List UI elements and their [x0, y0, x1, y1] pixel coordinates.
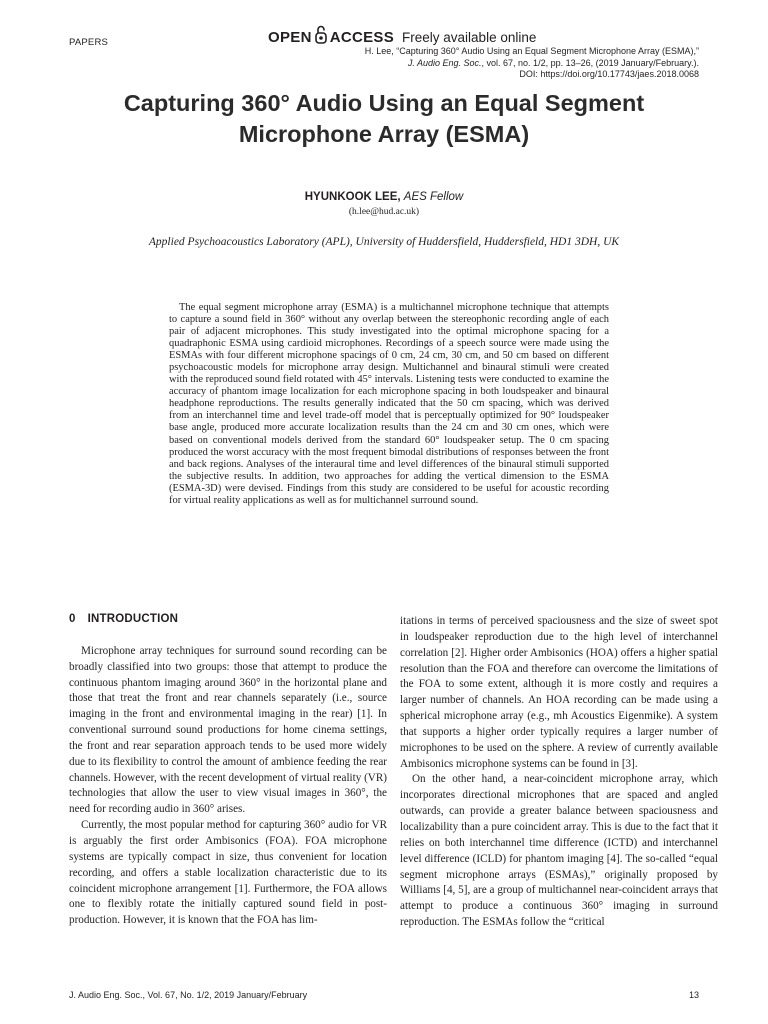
- citation-volume: , vol. 67, no. 1/2, pp. 13–26, (2019 January/February.).: [481, 57, 699, 68]
- paragraph: Currently, the most popular method for capturing 360° audio for VR is arguably the first order Ambisonics (FOA). FOA microphone systems are typically compact in size, thus convenient for location recording, and offers a stable localization characteristic due to its coincident microphone arrangement [1]. Furthermore, the FOA allows one to flexibly rotate the initially captured sound field in post-production. However, it is known that the FOA has lim-: [69, 819, 387, 927]
- paragraph: itations in terms of perceived spaciousness and the size of sweet spot in loudspeaker reproduction due to the high level of interchannel correlation [2]. Higher order Ambisonics (HOA) offers a higher spatial resolution than the FOA and therefore can overcome the limitations of the FOA to some extent, although it is more costly and requires a larger number of channels. An HOA recording can be made using a spherical microphone array (e.g., mh Acoustics Eigenmike). A system that supports a higher order typically requires a larger number of microphones to be used on the sphere. A review of currently available Ambisonics microphone systems can be found in [3].: [400, 615, 718, 770]
- author-email: (h.lee@hud.ac.uk): [348, 207, 420, 217]
- section-number: 0: [69, 613, 76, 625]
- open-access-access: ACCESS: [329, 28, 395, 46]
- section-heading: [69, 612, 387, 628]
- author-fellow: AES Fellow: [403, 191, 464, 203]
- page-number: 13: [688, 990, 699, 1000]
- abstract: The equal segment microphone array (ESMA) is a multichannel microphone technique that attempts to capture a sound field in 360° without any overlap between the stereophonic recording angle of each pair of adjacent microphones. This study investigated into the optimal microphone spacing for a quadraphonic ESMA using cardioid microphones. Recordings of a speech source were made using the ESMAs with four different microphone spacings of 0 cm, 24 cm, 30 cm, and 50 cm based on different psychoacoustic models for microphone array design. Multichannel and binaural stimuli were created with the reproduced sound field rotated with 45° intervals. Listening tests were conducted to examine the accuracy of phantom image localization for each microphone spacing in both loudspeaker and binaural headphone reproductions. The results generally indicated that the 50 cm spacing, which was derived from an interchannel time and level trade-off model that is perceptually optimized for 90° loudspeaker base angle, produced more accurate localization results than the 24 cm and 30 cm ones, which were based on conventional models derived from the standard 60° loudspeaker setup. The 0 cm spacing produced the worst accuracy with the most frequent bimodal distributions of responses between the front and back regions. Analyses of the interaural time and level differences of the binaural stimuli supported the subjective results. In addition, two approaches for adding the vertical dimension to the ESMA (ESMA-3D) were devised. Findings from this study are considered to be useful for acoustic recording for virtual reality applications as well as for multichannel surround sound.: [169, 302, 609, 506]
- citation-line-2: [279, 58, 699, 70]
- paper-title: [40, 88, 728, 150]
- section-label: PAPERS: [69, 37, 109, 48]
- open-access-banner: [268, 27, 536, 47]
- section-title: INTRODUCTION: [87, 613, 179, 625]
- body-column-right: [400, 614, 718, 931]
- open-access-tagline: Freely available online: [402, 29, 537, 45]
- author-name: HYUNKOOK LEE,: [304, 191, 401, 203]
- footer-journal: J. Audio Eng. Soc., Vol. 67, No. 1/2, 2019 January/February: [69, 990, 308, 1000]
- paragraph: Microphone array techniques for surround sound recording can be broadly classified into two groups: those that attempt to produce the continuous phantom imaging around 360° in the horizontal plane and those that treat the front and rear channels separately (i.e., source imaging in the front and environmental imaging in the rear) [1]. In conventional surround sound productions for home cinema settings, the front and rear separation approach tends to be used more widely due to its flexibility to control the amount of ambience feeding the rear channels. However, with the recent development of virtual reality (VR) technologies that allow the user to view visual images in 360°, the need for recording audio in 360° arises.: [69, 644, 387, 816]
- paper-title-line-1: Capturing 360° Audio Using an Equal Segment: [123, 90, 645, 116]
- body-column-left: [69, 612, 387, 929]
- citation-doi: DOI: https://doi.org/10.17743/jaes.2018.0068: [519, 69, 699, 79]
- paragraph: On the other hand, a near-coincident microphone array, which incorporates directional microphones that are spaced and angled outwards, can provide a greater balance between spaciousness and localizability than a pure coincident array. This is due to the fact that it relies on both interchannel time difference (ICTD) and interchannel level difference (ICLD) for phantom imaging [4]. The so-called “equal segment microphone arrays (ESMAs),” originally proposed by Williams [4, 5], are a group of multichannel near-coincident arrays that attempt to produce a continuous 360° imaging in surround reproduction. The ESMAs follow the “critical: [400, 773, 718, 929]
- open-access-open: OPEN: [268, 28, 312, 46]
- citation-line-1: H. Lee, “Capturing 360° Audio Using an Equal Segment Microphone Array (ESMA),”: [364, 46, 699, 56]
- author-line: [0, 191, 768, 203]
- paper-title-line-2: Microphone Array (ESMA): [238, 121, 530, 147]
- citation-block: [279, 46, 699, 81]
- author-affiliation: Applied Psychoacoustics Laboratory (APL), University of Huddersfield, Huddersfield, HD1 3DH, UK: [148, 236, 620, 248]
- citation-journal: J. Audio Eng. Soc.: [407, 57, 482, 68]
